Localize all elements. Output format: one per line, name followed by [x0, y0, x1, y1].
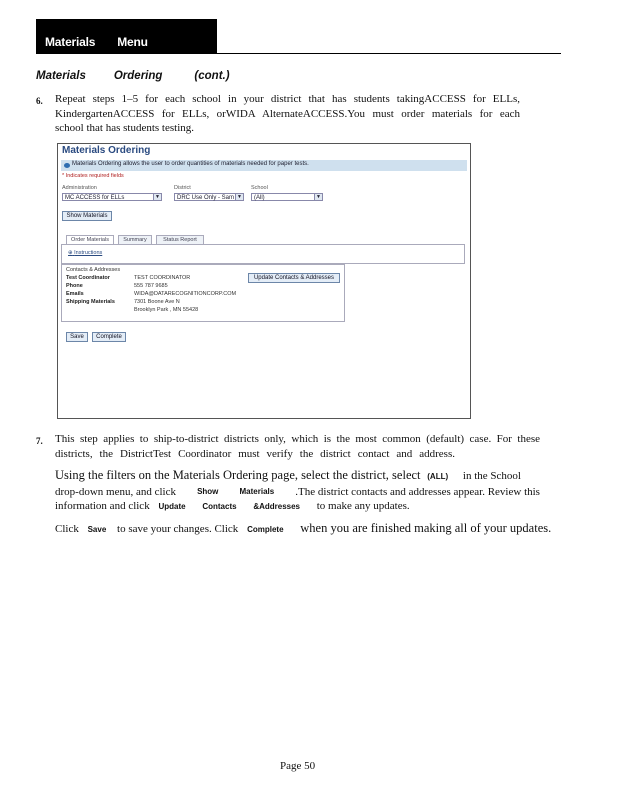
contact-label-emails: Emails — [66, 291, 84, 297]
chevron-down-icon: ▼ — [314, 194, 322, 200]
tab-order-materials[interactable]: Order Materials — [66, 235, 114, 245]
expand-icon: ⊕ — [68, 250, 73, 256]
filters-text-5: information and click — [55, 500, 150, 512]
step-6-text — [55, 92, 520, 136]
school-select[interactable] — [251, 193, 323, 201]
step-6-line-1: Repeat steps 1–5 for each school in your district that has students takingACCESS for ELLs, — [55, 93, 520, 105]
chevron-down-icon: ▼ — [235, 194, 243, 200]
contacts-heading: Contacts & Addresses — [66, 267, 121, 273]
step-6-number: 6. — [36, 96, 43, 106]
section-title-word-1: Materials — [36, 70, 86, 82]
school-label: School — [251, 185, 268, 191]
save-text-2: to save your changes. Click — [117, 523, 239, 535]
administration-select[interactable] — [62, 193, 162, 201]
step-6-line-3: school that has students testing. — [55, 122, 195, 134]
filters-text-6: to make any updates. — [316, 500, 410, 512]
save-text-1: Click — [55, 523, 79, 535]
filters-text-3: drop-down menu, and click — [55, 485, 176, 498]
show-ref: Show — [197, 486, 219, 496]
info-bar-text: Materials Ordering allows the user to order quantities of materials needed for paper tests. — [72, 161, 309, 167]
step-7-line-1: This step applies to ship-to-district districts only, which is the most common (default) case. For these — [55, 433, 540, 445]
contact-label-shipping: Shipping Materials — [66, 299, 115, 305]
section-title-word-2: Ordering — [113, 70, 163, 82]
instructions-label: Instructions — [74, 250, 103, 256]
section-title-word-3: (cont.) — [194, 70, 230, 82]
page-number: Page 50 — [280, 760, 316, 772]
instructions-link[interactable] — [68, 250, 102, 256]
instructions-panel — [61, 244, 465, 264]
all-option-ref: (ALL) — [427, 472, 449, 481]
contact-value-coordinator: TEST COORDINATOR — [134, 275, 191, 281]
complete-ref: Complete — [247, 525, 284, 534]
screenshot-title: Materials Ordering — [62, 145, 151, 156]
chevron-down-icon: ▼ — [153, 194, 161, 200]
step-7-intro — [55, 432, 540, 461]
school-value: (All) — [254, 195, 265, 201]
info-icon — [64, 163, 70, 168]
administration-value: MC ACCESS for ELLs — [65, 195, 125, 201]
contact-value-shipping: 7301 Boone Ave N — [134, 299, 180, 305]
save-button[interactable]: Save — [66, 332, 88, 342]
filters-text-4: .The district contacts and addresses appear. Review this — [295, 485, 540, 498]
step-7-filters-paragraph — [55, 468, 540, 515]
contacts-ref: Contacts — [202, 502, 237, 511]
materials-ordering-screenshot — [57, 143, 471, 419]
step-7-line-2: districts, the DistrictTest Coordinator must verify the district contact and address. — [55, 447, 455, 460]
step-7-number: 7. — [36, 436, 43, 446]
save-text-3: when you are finished making all of your updates. — [300, 521, 552, 535]
header-rule — [36, 53, 561, 54]
section-title — [36, 70, 230, 82]
administration-label: Administration — [62, 185, 97, 191]
district-select[interactable] — [174, 193, 244, 201]
district-value: DRC Use Only - Sam — [177, 195, 235, 201]
show-materials-button[interactable]: Show Materials — [62, 211, 112, 221]
contact-label-coordinator: Test Coordinator — [66, 275, 110, 281]
filters-text-2: in the School — [462, 470, 521, 482]
save-ref: Save — [87, 525, 107, 534]
district-label: District — [174, 185, 191, 191]
contact-value-phone: 555 787 9685 — [134, 283, 168, 289]
required-note: * Indicates required fields — [62, 173, 124, 179]
header-word-menu: Menu — [117, 35, 148, 49]
step-7-save-paragraph — [55, 521, 552, 538]
contact-label-phone: Phone — [66, 283, 83, 289]
header-word-materials: Materials — [45, 35, 96, 49]
tab-status-report[interactable]: Status Report — [156, 235, 204, 245]
complete-button[interactable]: Complete — [92, 332, 126, 342]
step-6-line-2: KindergartenACCESS for ELLs, orWIDA AlternateACCESS.You must order materials for each — [55, 107, 520, 120]
tab-summary[interactable]: Summary — [118, 235, 152, 245]
contact-value-emails: WIDA@DATARECOGNITIONCORP.COM — [134, 291, 237, 297]
addresses-ref: &Addresses — [253, 502, 300, 511]
contact-value-city: Brooklyn Park , MN 55428 — [134, 307, 199, 313]
update-ref: Update — [158, 502, 186, 511]
filters-text-1: Using the filters on the Materials Ordering page, select the district, select — [55, 468, 421, 482]
materials-ref: Materials — [239, 486, 275, 496]
header-title — [45, 35, 148, 49]
update-contacts-button[interactable]: Update Contacts & Addresses — [248, 273, 340, 283]
